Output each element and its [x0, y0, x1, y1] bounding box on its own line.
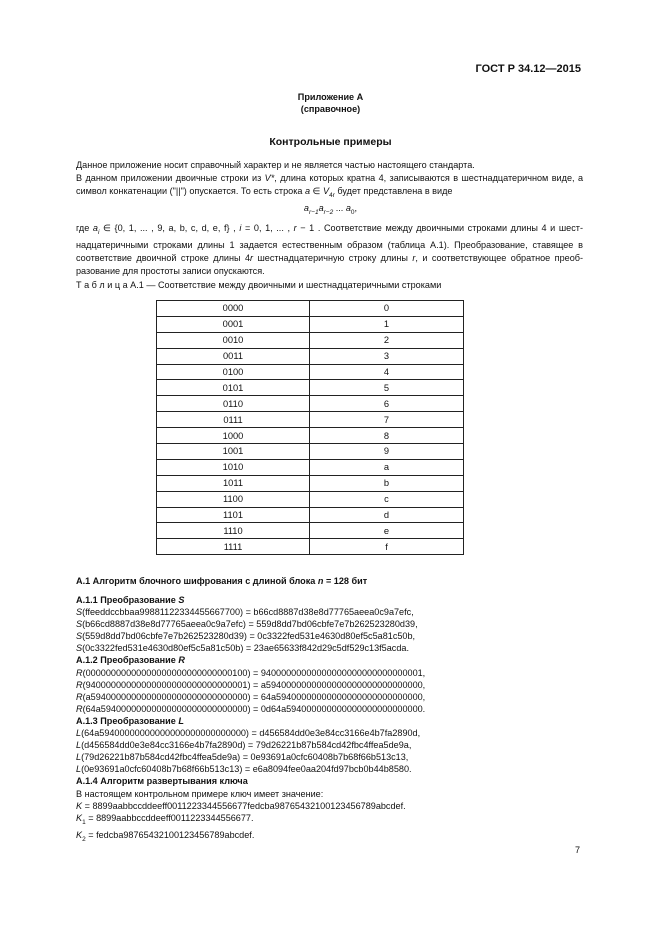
hex-cell: a [310, 459, 464, 475]
table-row [157, 475, 464, 491]
table-row [157, 412, 464, 428]
r-transform-line: R(64a59400000000000000000000000000) = 0d64a594000000000000000000000000. [76, 703, 426, 714]
s-transform-line: S(559d8dd7bd06cbfe7e7b262523280d39) = 0c3322fed531e4630d80ef5c5a81c50b, [76, 631, 416, 642]
intro-block [76, 159, 583, 202]
a1-title: А.1 Алгоритм блочного шифрования с длиной блока n = 128 бит [76, 576, 368, 586]
binary-cell: 0011 [157, 348, 310, 364]
hex-cell: f [310, 539, 464, 555]
page-number: 7 [575, 845, 581, 855]
binary-cell: 0100 [157, 364, 310, 380]
r-transform-line: R(a5940000000000000000000000000000) = 64a59400000000000000000000000000, [76, 691, 426, 702]
hex-cell: b [310, 475, 464, 491]
s-transform-title: А.1.1 Преобразование S [76, 595, 185, 605]
l-lines [76, 727, 583, 775]
binary-cell: 0010 [157, 332, 310, 348]
table-caption: Т а б л и ц а А.1 — Соответствие между двоичными и шестнадцатеричными строками [76, 280, 442, 290]
binary-cell: 0111 [157, 412, 310, 428]
r-transform-line: R(94000000000000000000000000000001) = a5940000000000000000000000000000, [76, 679, 426, 690]
hex-cell: c [310, 491, 464, 507]
table-row [157, 444, 464, 460]
key-line: K = 8899aabbccddeeff0011223344556677fedcba98765432100123456789abcdef. [76, 800, 406, 811]
binary-cell: 0110 [157, 396, 310, 412]
s-lines [76, 606, 583, 654]
l-transform-line: L(0e93691a0cfc60408b7b68f66b513c13) = e6a8094fee0aa204fd97bcb0b44b8580. [76, 764, 412, 775]
standard-header: ГОСТ Р 34.12—2015 [475, 63, 581, 75]
l-transform-line: L(79d26221b87b584cd42fbc4ffea5de9a) = 0e93691a0cfc60408b7b68f66b513c13, [76, 752, 409, 763]
intro-paragraph-2: В данном приложении двоичные строки из V*, длина которых кратна 4, записываются в шестнадцатеричном виде, а символ конкатенации ("||") опускается. То есть строка a ∈ $V_{4r}$ будет представлена в виде [76, 173, 583, 199]
table-row [157, 539, 464, 555]
binary-cell: 1000 [157, 428, 310, 444]
key-line: $K_1$ = 8899aabbccddeeff0011223344556677. [76, 812, 254, 826]
table-row [157, 364, 464, 380]
r-transform-title: А.1.2 Преобразование R [76, 655, 185, 666]
hex-cell: 3 [310, 348, 464, 364]
appendix-subtitle: (справочное) [300, 104, 361, 114]
s-transform-line: S(0c3322fed531e4630d80ef5c5a81c50b) = 23ae65633f842d29c5df529c13f5acda. [76, 643, 409, 654]
binary-cell: 0001 [157, 316, 310, 332]
table-row [157, 348, 464, 364]
l-transform-line: L(64a59400000000000000000000000000) = d456584dd0e3e84cc3166e4b7fa2890d, [76, 728, 421, 739]
hex-cell: 1 [310, 316, 464, 332]
table-row [157, 380, 464, 396]
s-transform-line: S(b66cd8887d38e8d77765aeea0c9a7efc) = 559d8dd7bd06cbfe7e7b262523280d39, [76, 619, 418, 630]
section-title: Контрольные примеры [269, 136, 392, 148]
table-row [157, 507, 464, 523]
hex-cell: d [310, 507, 464, 523]
s-transform-line: S(ffeeddccbbaa99881122334455667700) = b66cd8887d38e8d77765aeea0c9a7efc, [76, 607, 414, 618]
key-line: $K_2$ = fedcba98765432100123456789abcdef. [76, 829, 255, 843]
binary-cell: 1001 [157, 444, 310, 460]
table-row [157, 396, 464, 412]
table-row [157, 428, 464, 444]
key-intro: В настоящем контрольном примере ключ имеет значение: [76, 788, 324, 799]
hex-cell: 5 [310, 380, 464, 396]
table-row [157, 316, 464, 332]
hex-cell: 7 [310, 412, 464, 428]
table-row [157, 301, 464, 317]
l-transform-title: А.1.3 Преобразование L [76, 715, 184, 726]
hex-cell: 8 [310, 428, 464, 444]
binary-cell: 0000 [157, 301, 310, 317]
appendix-title: Приложение А [297, 92, 364, 102]
binary-cell: 1010 [157, 459, 310, 475]
hex-table [156, 300, 464, 555]
intro-paragraph-1: Данное приложение носит справочный характер и не является частью настоящего стандарта. [76, 160, 475, 170]
hex-cell: 0 [310, 301, 464, 317]
hex-cell: 6 [310, 396, 464, 412]
k-lines [76, 800, 583, 846]
binary-cell: 1100 [157, 491, 310, 507]
l-transform-line: L(d456584dd0e3e84cc3166e4b7fa2890d) = 79d26221b87b584cd42fbc4ffea5de9a, [76, 740, 412, 751]
table-row [157, 459, 464, 475]
table-row [157, 523, 464, 539]
formula: $a_{r-1}a_{r-2}$ ... $a_0$, [303, 203, 358, 216]
a1-body [76, 594, 583, 846]
key-schedule-title: А.1.4 Алгоритм развертывания ключа [76, 776, 248, 787]
table-row [157, 332, 464, 348]
intro-paragraph-3: где $a_i$ ∈ {0, 1, ... , 9, a, b, c, d, e, f} , i = 0, 1, ... , r − 1 . Соответствие между двоичными строками длины 4 и шест-надцатеричными строками длины 1 задается естественным образом (таблица А.1). Преобразование, ставящее в соответствие двоичной строке длины 4r шестнадцатеричную строку длины r, и соответствующее обратное преоб-разование для простоты записи опускаются. [76, 223, 583, 276]
hex-cell: e [310, 523, 464, 539]
table-row [157, 491, 464, 507]
r-lines [76, 667, 583, 715]
binary-cell: 1111 [157, 539, 310, 555]
hex-cell: 2 [310, 332, 464, 348]
hex-cell: 4 [310, 364, 464, 380]
binary-cell: 1011 [157, 475, 310, 491]
binary-cell: 0101 [157, 380, 310, 396]
r-transform-line: R(00000000000000000000000000000100) = 94000000000000000000000000000001, [76, 667, 426, 678]
binary-cell: 1101 [157, 507, 310, 523]
binary-cell: 1110 [157, 523, 310, 539]
hex-cell: 9 [310, 444, 464, 460]
